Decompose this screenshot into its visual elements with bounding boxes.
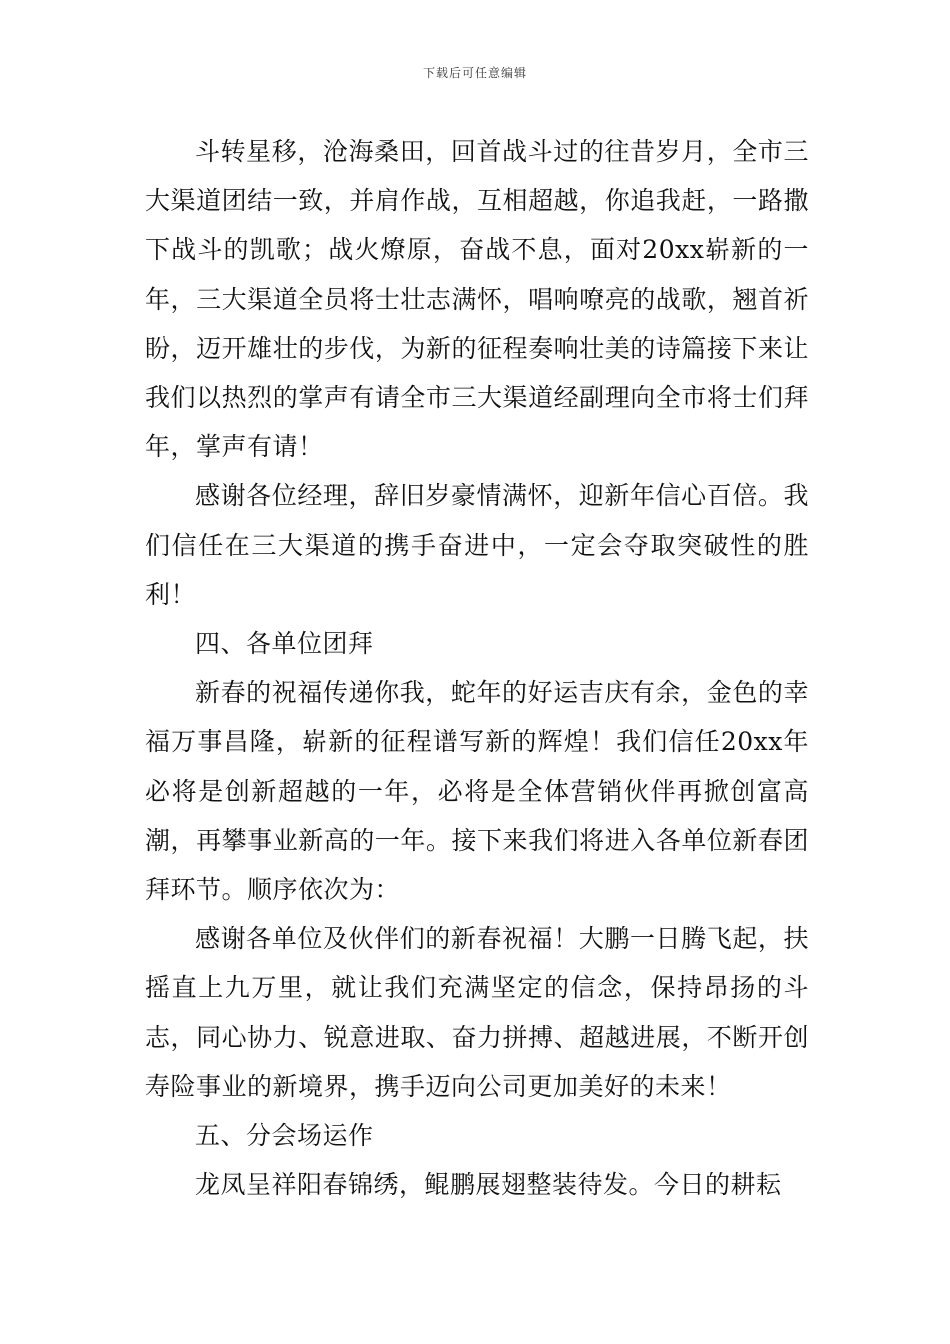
paragraph-branch-venue: 龙凤呈祥阳春锦绣，鲲鹏展翅整装待发。今日的耕耘 [195, 1170, 782, 1200]
paragraph-thanks-units: 感谢各单位及伙伴们的新春祝福！大鹏一日腾飞起，扶摇直上九万里，就让我们充满坚定的信念，保持昂扬的斗志，同心协力、锐意进取、奋力拼搏、超越进展，不断开创寿险事业的新境界，携手迈向公司更加美好的未来！ [145, 924, 809, 1101]
document-body [145, 127, 809, 1209]
paragraph-opening: 斗转星移，沧海桑田，回首战斗过的往昔岁月，全市三大渠道团结一致，并肩作战，互相超越，你追我赶，一路撒下战斗的凯歌；战火燎原，奋战不息，面对20xx崭新的一年，三大渠道全员将士壮志满怀，唱响嘹亮的战歌，翘首祈盼，迈开雄壮的步伐，为新的征程奏响壮美的诗篇接下来让我们以热烈的掌声有请全市三大渠道经副理向全市将士们拜年，掌声有请！ [145, 137, 809, 462]
paragraph-new-year-blessing: 新春的祝福传递你我，蛇年的好运吉庆有余，金色的幸福万事昌隆，崭新的征程谱写新的辉煌！我们信任20xx年必将是创新超越的一年，必将是全体营销伙伴再掀创富高潮，再攀事业新高的一年。接下来我们将进入各单位新春团拜环节。顺序依次为： [145, 678, 809, 905]
section-title-branch-venue: 五、分会场运作 [195, 1121, 374, 1151]
section-title-unit-greetings: 四、各单位团拜 [195, 629, 374, 659]
paragraph-thanks-managers: 感谢各位经理，辞旧岁豪情满怀，迎新年信心百倍。我们信任在三大渠道的携手奋进中，一定会夺取突破性的胜利！ [145, 481, 809, 609]
page-header-note: 下载后可任意编辑 [422, 66, 527, 80]
